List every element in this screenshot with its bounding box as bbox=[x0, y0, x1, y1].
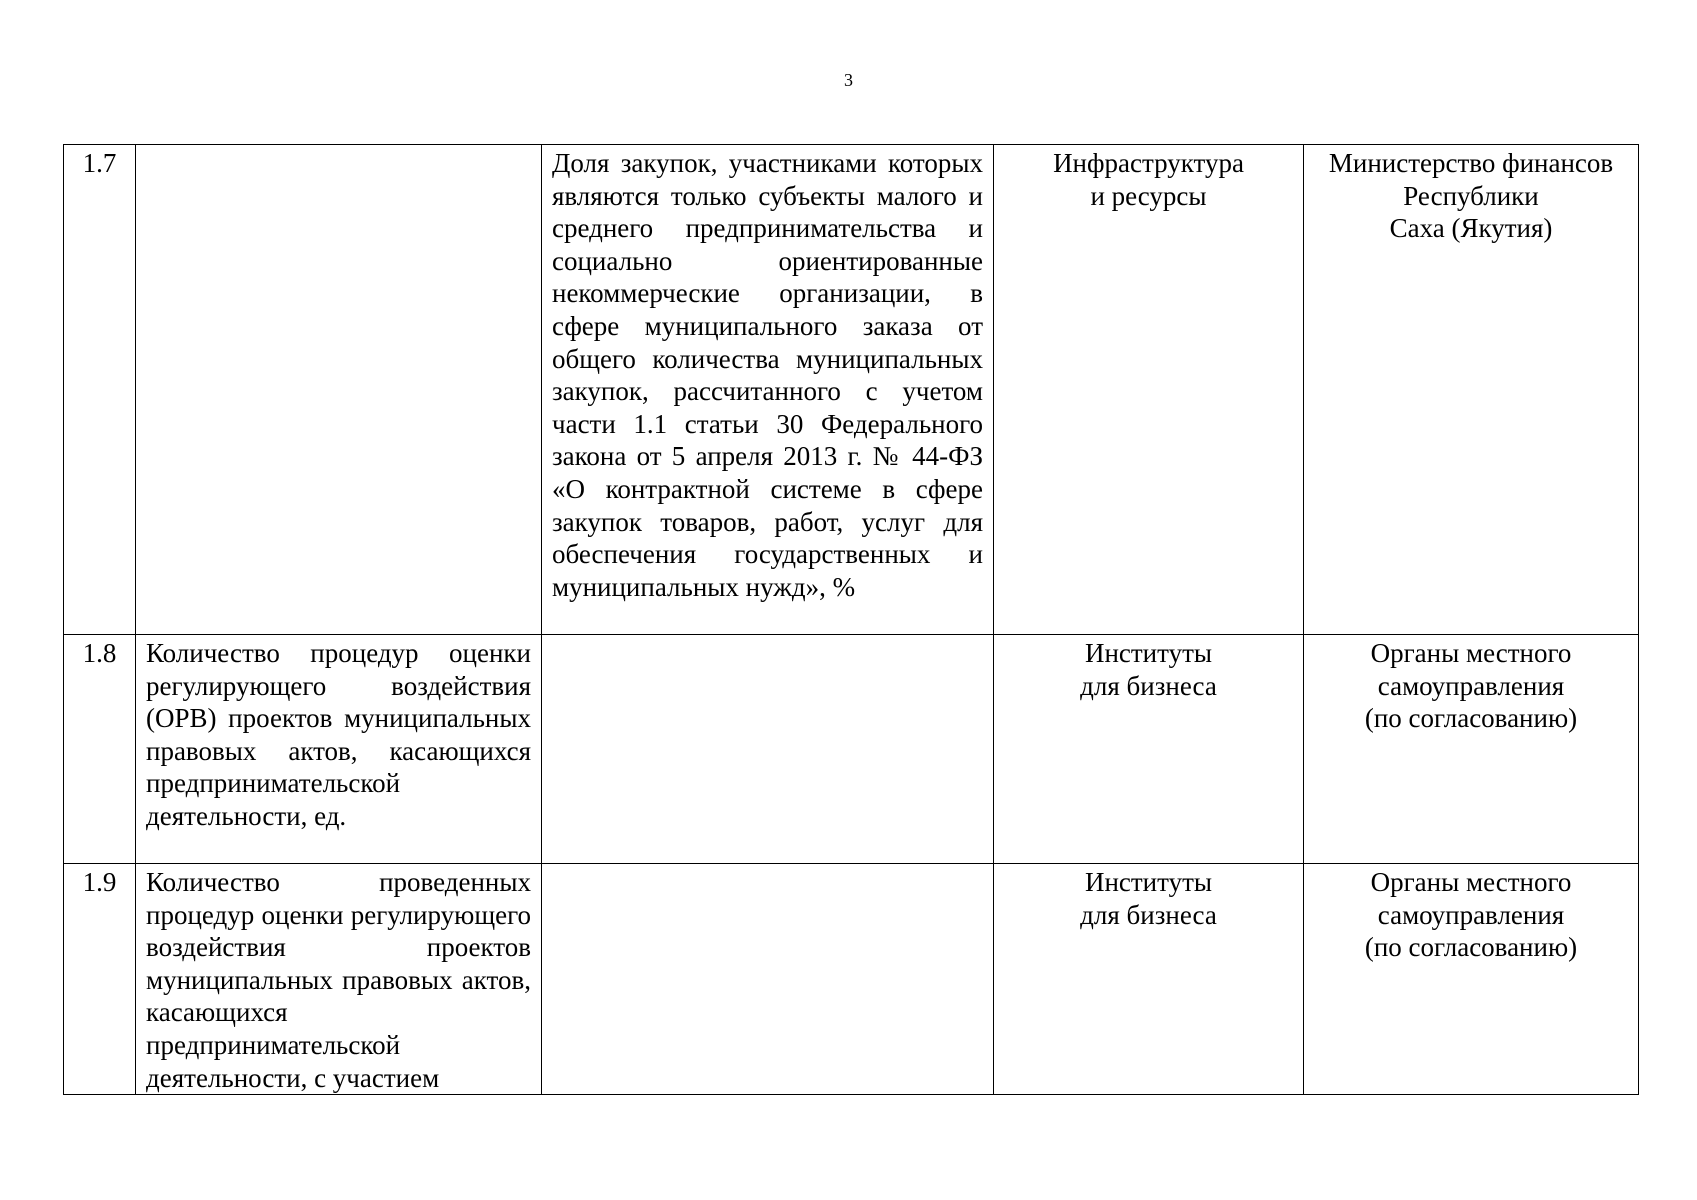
responsible-cell: Министерство финансов Республики Саха (Якутия) bbox=[1304, 145, 1639, 635]
category-cell: Инфраструктура и ресурсы bbox=[994, 145, 1304, 635]
responsible-cell: Органы местного самоуправления (по согласованию) bbox=[1304, 635, 1639, 864]
description-cell bbox=[542, 635, 994, 864]
table-row bbox=[64, 635, 1639, 864]
table-row bbox=[64, 145, 1639, 635]
category-cell: Институты для бизнеса bbox=[994, 864, 1304, 1095]
table-row bbox=[64, 864, 1639, 1095]
row-number: 1.8 bbox=[64, 635, 136, 864]
row-number: 1.9 bbox=[64, 864, 136, 1095]
description-cell bbox=[542, 864, 994, 1095]
indicator-cell: Количество процедур оценки регулирующего воздействия (ОРВ) проектов муниципальных правовых актов, касающихся предпринимательской деятельности, ед. bbox=[136, 635, 542, 864]
category-cell: Институты для бизнеса bbox=[994, 635, 1304, 864]
responsible-cell: Органы местного самоуправления (по согласованию) bbox=[1304, 864, 1639, 1095]
row-number: 1.7 bbox=[64, 145, 136, 635]
description-cell: Доля закупок, участниками которых являются только субъекты малого и среднего предпринимательства и социально ориентированные некоммерческие организации, в сфере муниципального заказа от общего количества муниципальных закупок, рассчитанного с учетом части 1.1 статьи 30 Федерального закона от 5 апреля 2013 г. № 44-ФЗ «О контрактной системе в сфере закупок товаров, работ, услуг для обеспечения государственных и муниципальных нужд», % bbox=[542, 145, 994, 635]
page-number: 3 bbox=[844, 70, 853, 90]
indicator-cell bbox=[136, 145, 542, 635]
indicator-cell: Количество проведенных процедур оценки регулирующего воздействия проектов муниципальных правовых актов, касающихся предпринимательской деятельности, с участием bbox=[136, 864, 542, 1095]
indicators-table bbox=[63, 144, 1639, 1095]
